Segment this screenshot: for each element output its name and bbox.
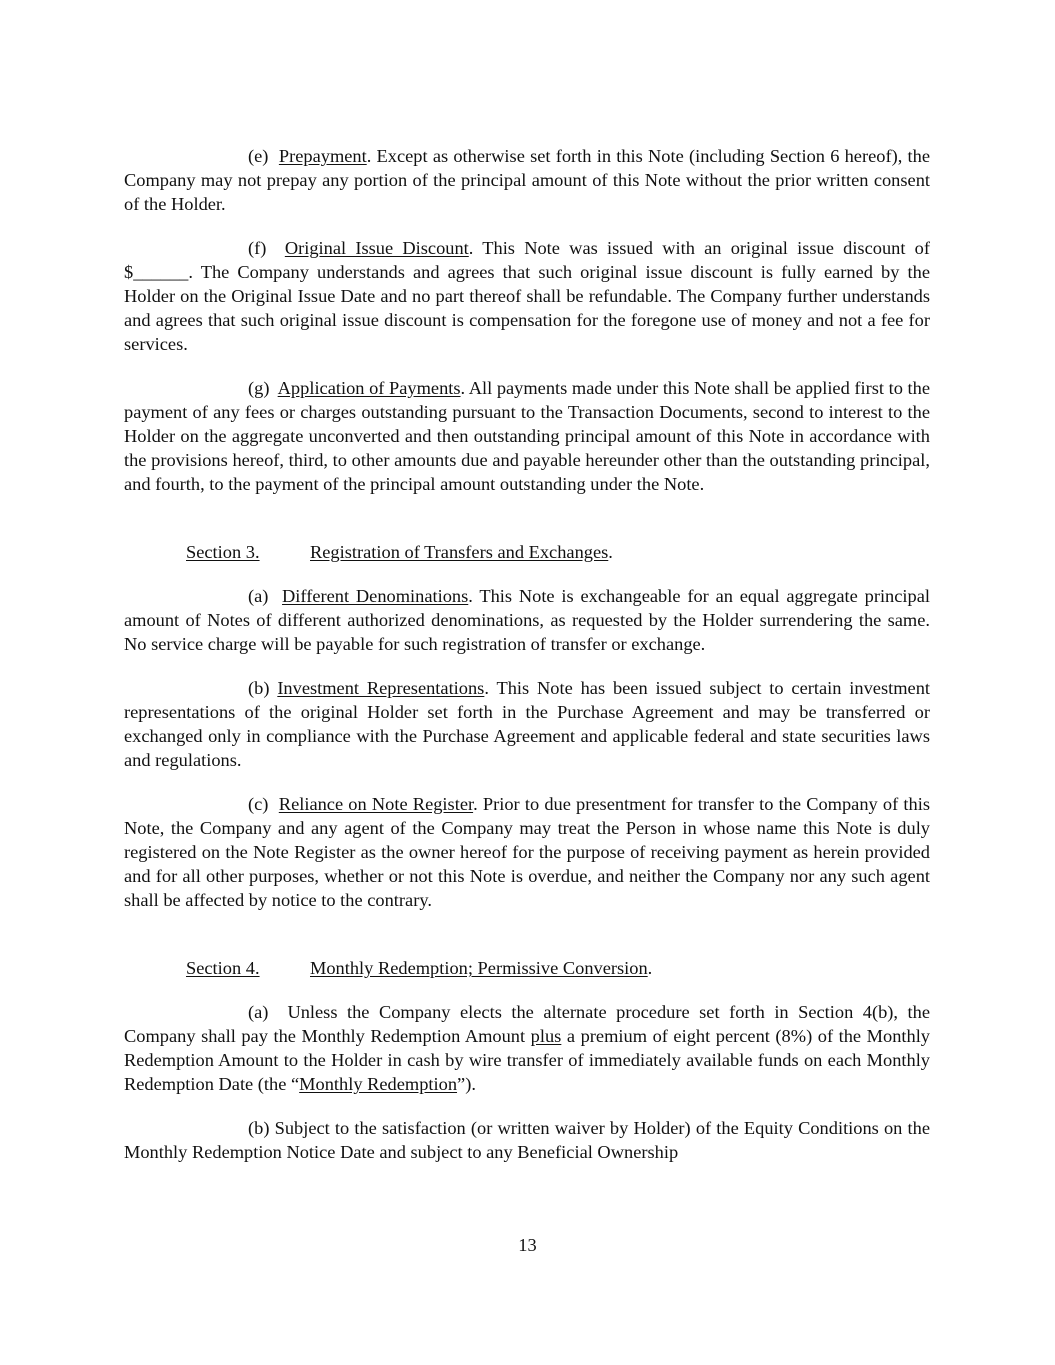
section-number: Section 4. bbox=[186, 958, 260, 978]
paragraph-different-denominations bbox=[124, 584, 930, 656]
paragraph-heading: Reliance on Note Register bbox=[278, 794, 474, 814]
spacer bbox=[124, 564, 930, 584]
section-3-heading bbox=[124, 540, 930, 564]
paragraph-label: (g) bbox=[248, 378, 270, 398]
paragraph-investment-representations bbox=[124, 676, 930, 772]
paragraph-body: . This Note was issued with an original issue discount of $______. The Company understands and agrees that such original issue discount is fully earned by the Holder on the Original Issue Date and no part thereof shall be refundable. The Company further understands and agrees that such original issue discount is compensation for the foregone use of money and not a fee for services. bbox=[124, 238, 930, 354]
section-4-heading bbox=[124, 956, 930, 980]
section-title: Registration of Transfers and Exchanges bbox=[310, 542, 609, 562]
paragraph-application-of-payments bbox=[124, 376, 930, 496]
paragraph-label: (a) bbox=[248, 586, 269, 606]
paragraph-heading: Original Issue Discount bbox=[284, 238, 469, 258]
spacer bbox=[124, 516, 930, 540]
paragraph-label: (b) bbox=[248, 1118, 270, 1138]
paragraph-label: (f) bbox=[248, 238, 267, 258]
page-number: 13 bbox=[518, 1235, 537, 1255]
section-title-end: . bbox=[608, 542, 613, 562]
spacer bbox=[124, 932, 930, 956]
paragraph-heading: Prepayment bbox=[278, 146, 367, 166]
paragraph-body: . This Note is exchangeable for an equal aggregate principal amount of Notes of different authorized denominations, as requested by the Holder surrendering the same. No service charge will be payable for such registration of transfer or exchange. bbox=[124, 586, 930, 654]
paragraph-original-issue-discount bbox=[124, 236, 930, 356]
paragraph-body: . All payments made under this Note shall be applied first to the payment of any fees or charges outstanding pursuant to the Transaction Documents, second to interest to the Holder on the aggregate unconverted and then outstanding principal amount of this Note in accordance with the provisions hereof, third, to other amounts due and payable hereunder other than the outstanding principal, and fourth, to the payment of the principal amount outstanding under the Note. bbox=[124, 378, 930, 494]
paragraph-heading: Application of Payments bbox=[277, 378, 461, 398]
paragraph-label: (c) bbox=[248, 794, 269, 814]
paragraph-label: (a) bbox=[248, 1002, 269, 1022]
paragraph-prepayment bbox=[124, 144, 930, 216]
section-title-end: . bbox=[647, 958, 653, 978]
section-title: Monthly Redemption; Permissive Conversion bbox=[310, 958, 648, 978]
paragraph-equity-conditions bbox=[124, 1116, 930, 1164]
paragraph-heading: Investment Representations bbox=[277, 678, 485, 698]
paragraph-text: Unless the Company elects the alternate procedure set forth in Section 4(b), the Company shall pay the Monthly Redemption Amount bbox=[124, 1002, 930, 1046]
paragraph-body: . Except as otherwise set forth in this Note (including Section 6 hereof), the Company may not prepay any portion of the principal amount of this Note without the prior written consent of the Holder. bbox=[124, 146, 930, 214]
paragraph-monthly-redemption bbox=[124, 1000, 930, 1096]
paragraph-label: (b) bbox=[248, 678, 270, 698]
paragraph-body: . Prior to due presentment for transfer to the Company of this Note, the Company and any agent of the Company may treat the Person in whose name this Note is duly registered on the Note Register as the owner hereof for the purpose of receiving payment as herein provided and for all other purposes, whether or not this Note is overdue, and neither the Company nor any such agent shall be affected by notice to the contrary. bbox=[124, 794, 930, 910]
paragraph-text: Subject to the satisfaction (or written waiver by Holder) of the Equity Conditions on the Monthly Redemption Notice Date and subject to any Beneficial Ownership bbox=[124, 1118, 930, 1162]
paragraph-reliance-on-note-register bbox=[124, 792, 930, 912]
paragraph-text: ”). bbox=[457, 1074, 476, 1094]
plus-term: plus bbox=[530, 1026, 562, 1046]
section-number: Section 3. bbox=[186, 542, 260, 562]
document-page bbox=[124, 144, 930, 1184]
paragraph-label: (e) bbox=[248, 146, 269, 166]
paragraph-body: . This Note has been issued subject to certain investment representations of the original Holder set forth in the Purchase Agreement and may be transferred or exchanged only in compliance with the Purchase Agreement and applicable federal and state securities laws and regulations. bbox=[124, 678, 931, 770]
paragraph-text: a premium of eight percent (8%) of the Monthly Redemption Amount to the Holder in cash by wire transfer of immediately available funds on each Monthly Redemption Date (the “ bbox=[124, 1026, 930, 1094]
spacer bbox=[124, 980, 930, 1000]
defined-term: Monthly Redemption bbox=[299, 1074, 458, 1094]
paragraph-heading: Different Denominations bbox=[282, 586, 469, 606]
